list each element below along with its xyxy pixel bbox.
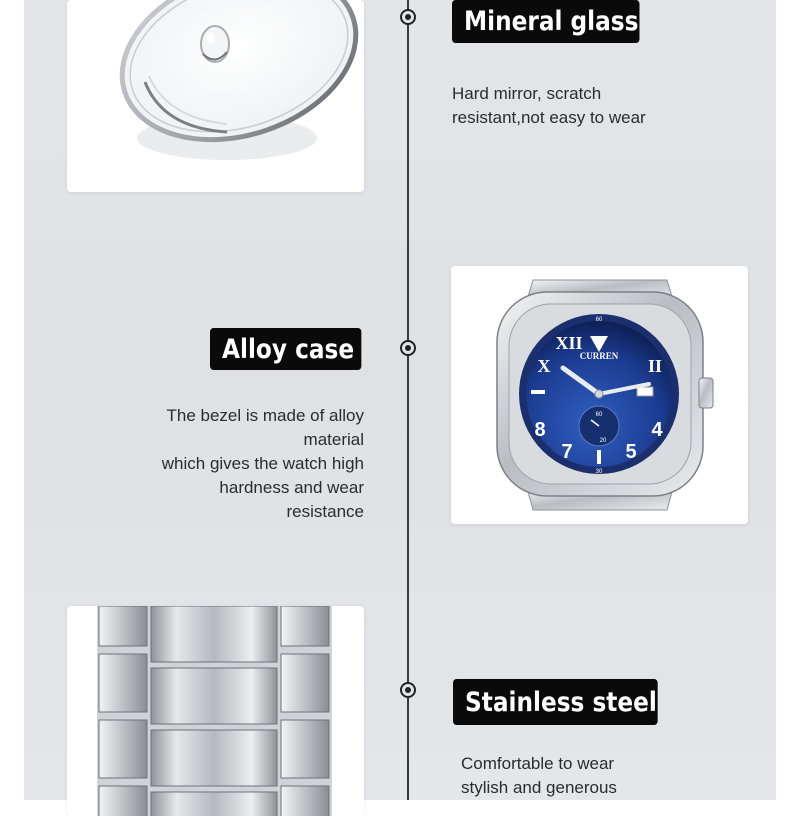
numeral-ii: II: [647, 356, 663, 376]
alloy-case-title: Alloy case: [222, 333, 355, 365]
desc-line: Hard mirror, scratch: [452, 84, 602, 103]
numeral-4: 4: [651, 419, 663, 441]
desc-line: resistance: [286, 502, 364, 521]
numeral-xi: XII: [555, 333, 583, 353]
desc-line: stylish and generous: [461, 778, 617, 797]
timeline-node-2: [400, 340, 416, 356]
alloy-case-label: [210, 328, 361, 370]
stainless-steel-label: [453, 679, 658, 725]
subdial-60: 60: [595, 412, 603, 418]
numeral-7: 7: [561, 441, 573, 463]
mineral-glass-image: [67, 0, 364, 192]
desc-line: The bezel is made of alloy: [166, 406, 364, 425]
mineral-glass-description: [452, 82, 646, 130]
bezel-60: 60: [595, 317, 603, 323]
steel-bracelet-illustration: [67, 606, 364, 816]
desc-line: resistant,not easy to wear: [452, 108, 646, 127]
desc-line: hardness and wear: [219, 478, 364, 497]
brand-logo: CURREN: [579, 351, 619, 361]
stainless-steel-title: Stainless steel: [465, 686, 657, 718]
bracelet-image: [67, 606, 364, 816]
mineral-glass-label: [452, 0, 639, 43]
numeral-5: 5: [625, 441, 637, 463]
stainless-steel-description: [461, 752, 617, 800]
subdial-20: 20: [599, 438, 607, 444]
desc-line: which gives the watch high: [161, 454, 364, 473]
glass-lens-illustration: [67, 0, 364, 192]
numeral-8: 8: [534, 419, 546, 441]
desc-line: material: [303, 430, 364, 449]
mineral-glass-title: Mineral glass: [464, 6, 639, 37]
alloy-case-description: [162, 404, 364, 524]
desc-line: Comfortable to wear: [461, 754, 615, 773]
numeral-x: X: [537, 356, 551, 376]
timeline-node-3: [400, 682, 416, 698]
watch-image: [451, 266, 748, 524]
watch-illustration: [451, 266, 748, 524]
timeline-line: [407, 0, 409, 800]
timeline-node-1: [400, 9, 416, 25]
bezel-30: 30: [595, 469, 603, 475]
